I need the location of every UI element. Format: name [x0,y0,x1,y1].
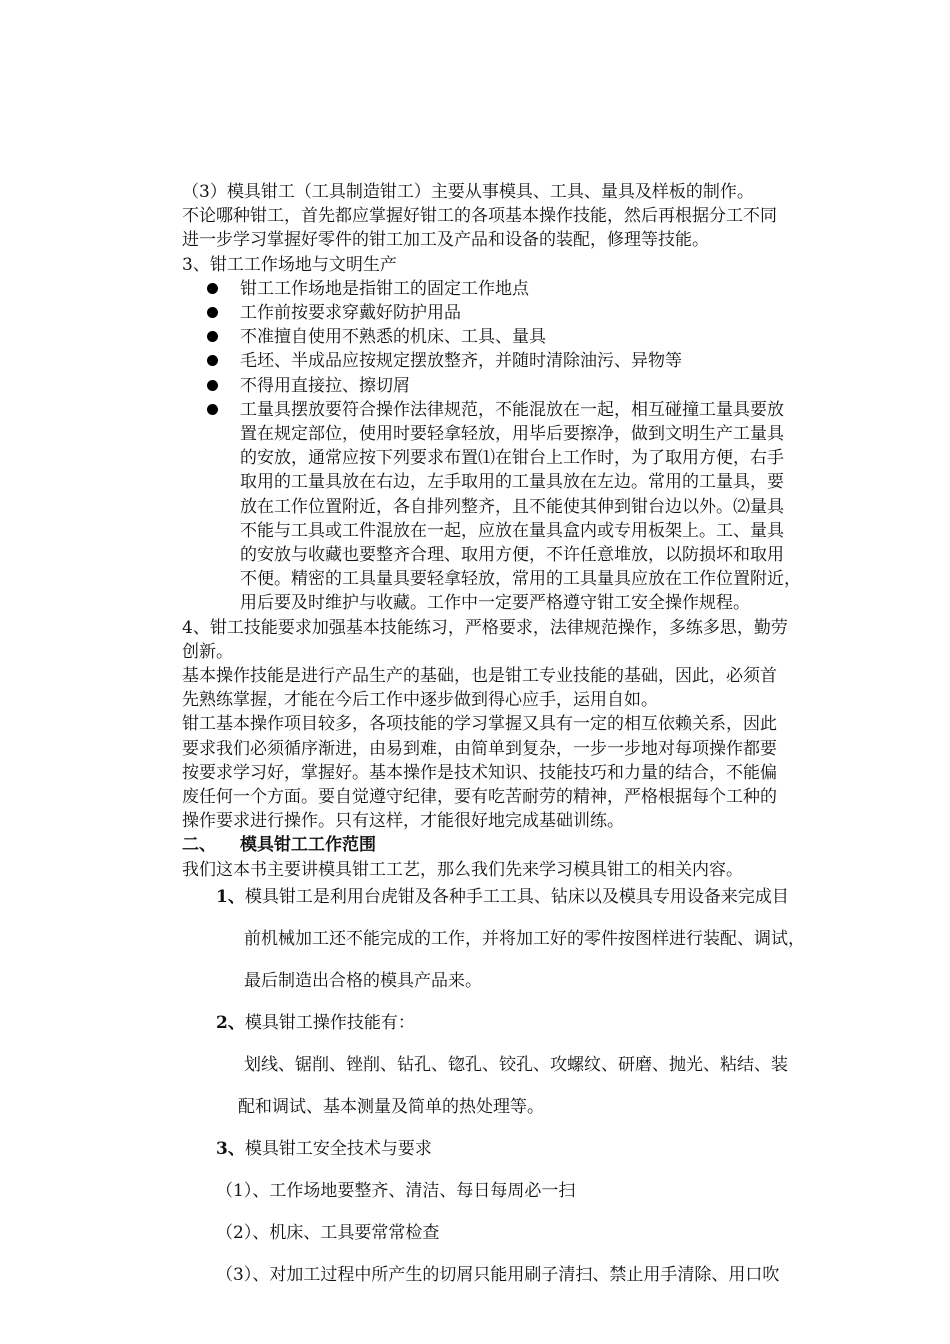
paragraph-items-line-1: 钳工基本操作项目较多，各项技能的学习掌握又具有一定的相互依赖关系，因此 [182,714,777,735]
list-item: 工作前按要求穿戴好防护用品 [182,301,872,325]
paragraph-basic-skill-line-2: 先熟练掌握，才能在今后工作中逐步做到得心应手，运用自如。 [182,690,658,711]
bullet-icon [207,331,218,342]
paragraph-intro-line-1: 不论哪种钳工，首先都应掌握好钳工的各项基本操作技能，然后再根据分工不同 [182,206,777,227]
paragraph-items-line-4: 废任何一个方面。要自觉遵守纪律，要有吃苦耐劳的精神，严格根据每个工种的 [182,787,777,808]
section-heading-mold-fitter-scope [182,833,872,857]
heading-workplace: 3、钳工工作场地与文明生产 [182,254,397,275]
section-title: 模具钳工工作范围 [240,835,376,856]
bullet-icon [207,355,218,366]
paragraph-items-line-2: 要求我们必须循序渐进，由易到难，由简单到复杂，一步一步地对每项操作都要 [182,738,777,759]
workplace-bullet-list [182,277,872,616]
paragraph-intro-line-2: 进一步学习掌握好零件的钳工加工及产品和设备的装配，修理等技能。 [182,230,709,251]
list-item: 钳工工作场地是指钳工的固定工作地点 [182,277,872,301]
list-item: 毛坯、半成品应按规定摆放整齐，并随时清除油污、异物等 [182,349,872,373]
numbered-item-1-line-2: 前机械加工还不能完成的工作，并将加工好的零件按图样进行装配、调试， [244,928,805,949]
list-item: 不得用直接拉、擦切屑 [182,374,872,398]
paragraph-basic-skill-line-1: 基本操作技能是进行产品生产的基础，也是钳工专业技能的基础，因此，必须首 [182,666,777,687]
bullet-icon [207,380,218,391]
numbered-item-1: 1、模具钳工是利用台虎钳及各种手工工具、钻床以及模具专用设备来完成目 [216,886,789,907]
numbered-item-1-line-3: 最后制造出合格的模具产品来。 [244,970,482,991]
skill-list-line-2: 配和调试、基本测量及简单的热处理等。 [238,1096,544,1117]
paragraph-skill-requirement-line-2: 创新。 [182,641,233,662]
item-number: 2、 [216,1012,245,1033]
safety-rule-2: （2）、机床、工具要常常检查 [216,1222,440,1243]
safety-rule-3: （3）、对加工过程中所产生的切屑只能用刷子清扫、禁止用手清除、用口吹 [216,1264,780,1285]
safety-rule-1: （1）、工作场地要整齐、清洁、每日每周必一扫 [216,1180,576,1201]
bullet-icon [207,283,218,294]
numbered-item-3: 3、模具钳工安全技术与要求 [216,1138,432,1159]
bullet-icon [207,404,218,415]
paragraph-items-line-3: 按要求学习好，掌握好。基本操作是技术知识、技能技巧和力量的结合，不能偏 [182,762,777,783]
paragraph-items-line-5: 操作要求进行操作。只有这样，才能很好地完成基础训练。 [182,811,624,832]
section-number: 二、 [182,835,216,856]
bullet-icon [207,307,218,318]
paragraph-mold-fitter-type: （3）模具钳工（工具制造钳工）主要从事模具、工具、量具及样板的制作。 [182,182,754,202]
document-body [182,180,872,1296]
item-number: 1、 [216,886,245,907]
paragraph-section2-intro: 我们这本书主要讲模具钳工工艺，那么我们先来学习模具钳工的相关内容。 [182,859,743,880]
skill-list-line-1: 划线、锯削、锉削、钻孔、锪孔、铰孔、攻螺纹、研磨、抛光、粘结、装 [244,1054,788,1075]
numbered-item-2: 2、模具钳工操作技能有： [216,1012,415,1033]
list-item-tool-placement: 工量具摆放要符合操作法律规范，不能混放在一起，相互碰撞工量具要放 置在规定部位，使用时要轻拿轻放，用毕后要擦净，做到文明生产工量具 的安放，通常应按下列要求布置⑴在钳台上工作时，为了取用方便，右手 取用的工量具放在右边，左手取用的工量具放在左边。常用的工量具，要 放在工作位置附近，各自排列整齐，且不能使其伸到钳台边以外。⑵量具 不能与工具或工件混放在一起，应放在量具盒内或专用板架上。工、量具 的安放与收藏也要整齐合理、取用方便，不许任意堆放，以防损坏和取用 不便。精密的工具量具要轻拿轻放，常用的工具量具应放在工作位置附近， 用后要及时维护与收藏。工作中一定要严格遵守钳工安全操作规程。 [182,398,872,616]
list-item: 不准擅自使用不熟悉的机床、工具、量具 [182,325,872,349]
item-number: 3、 [216,1138,245,1159]
paragraph-skill-requirement-line-1: 4、钳工技能要求加强基本技能练习，严格要求，法律规范操作，多练多思，勤劳 [182,617,788,638]
